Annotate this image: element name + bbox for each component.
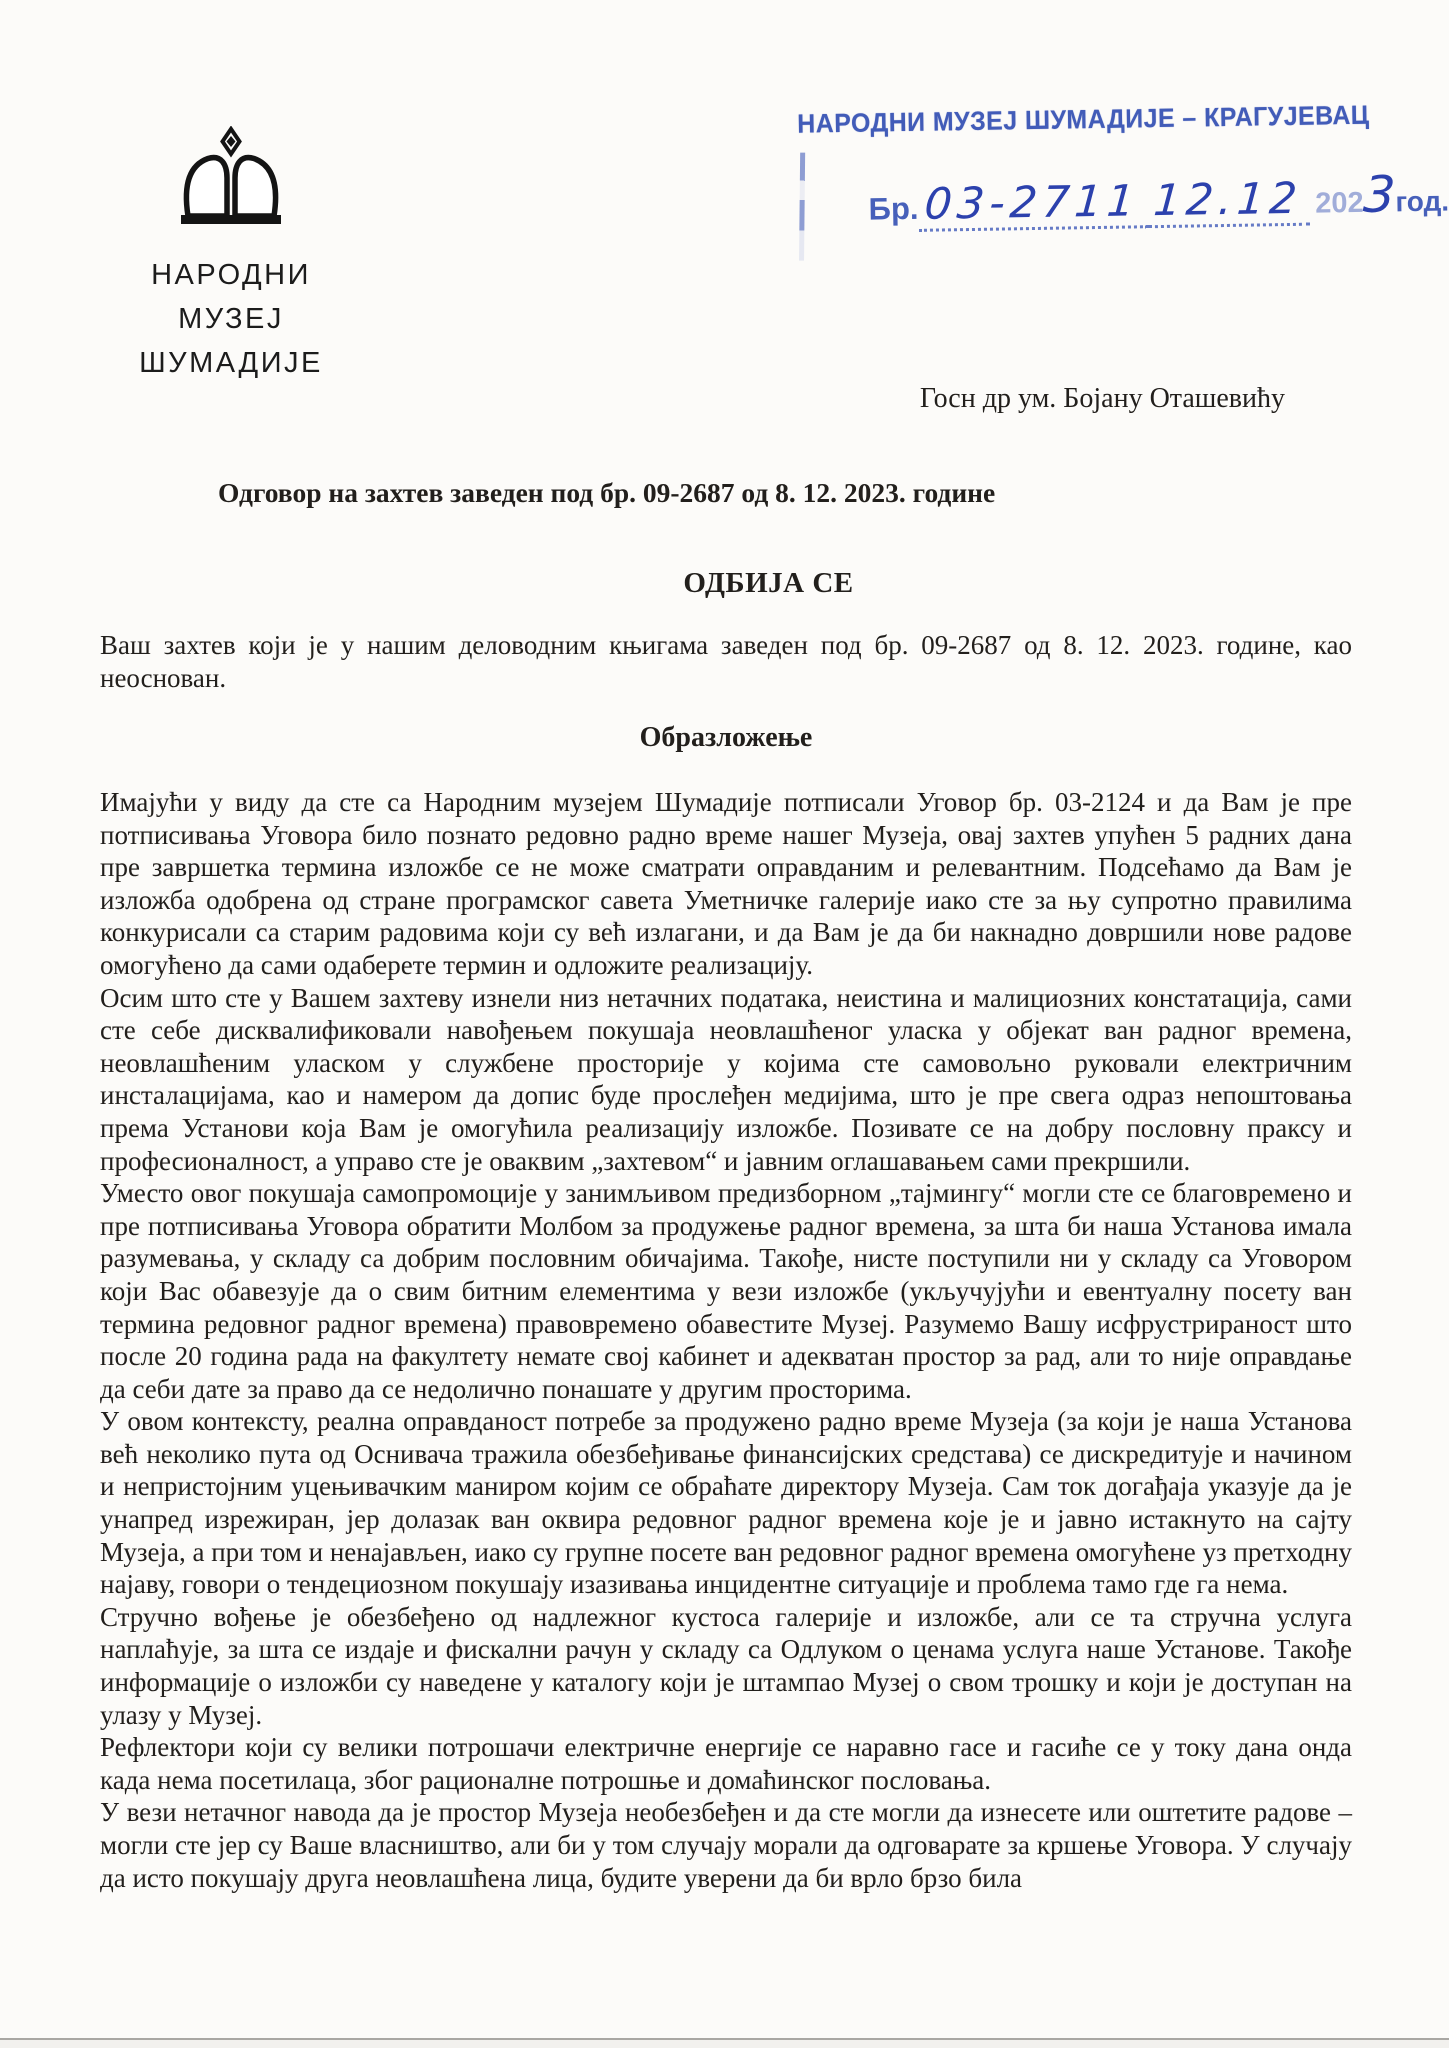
registry-stamp xyxy=(797,99,1449,233)
body-paragraphs xyxy=(100,786,1352,1894)
paragraph: Уместо овог покушаја самопромоције у занимљивом предизборном „тајмингу“ могли сте се благовремено и пре потписивања Уговора обратити Молбом за продужење радног времена, за шта би наша Установа имала разумевања, у складу са добрим пословним обичајима. Такође, нисте поступили ни у складу са Уговором који Вас обавезује да о свим битним елементима у вези изложбе (укључујући и евентуалну посету ван термина редовног радног времена) правовремено обавестите Музеј. Разумемо Вашу исфрустрираност што после 20 година рада на факултету немате свој кабинет и адекватан простор за рад, али то није оправдање да себи дате за право да се недолично понашате у другим просторима. xyxy=(100,1178,1352,1404)
scan-margin-below-edge xyxy=(0,2040,1449,2048)
page-bottom-edge xyxy=(0,2038,1449,2040)
stamp-org-line: НАРОДНИ МУЗЕЈ ШУМАДИЈЕ – КРАГУЈЕВАЦ xyxy=(797,99,1370,139)
stamp-year-printed: 202 xyxy=(1314,186,1364,220)
stamp-year-handwritten: 3 xyxy=(1361,165,1397,224)
stamp-year-suffix: год. xyxy=(1395,185,1449,218)
stamp-date-handwritten: 12.12 xyxy=(1151,173,1303,227)
museum-name xyxy=(113,253,349,385)
museum-name-line1: НАРОДНИ МУЗЕЈ xyxy=(151,259,311,335)
crown-icon xyxy=(165,215,297,232)
subject-line: Одговор на захтев заведен под бр. 09-2687 од 8. 12. 2023. године xyxy=(218,477,996,508)
paragraph: Стручно вођење је обезбеђено од надлежног кустоса галерије и изложбе, али се та стручна услуга наплаћује, за шта се издаје и фискални рачун у складу са Одлуком о ценама услуга наше Установе. Такође информације о изложби су наведене у каталогу који је штампао Музеј о свом трошку и који је доступан на улазу у Музеј. xyxy=(100,1601,1352,1730)
paragraph: Имајући у виду да сте са Народним музејем Шумадије потписали Уговор бр. 03-2124 и да Вам је пре потписивања Уговора било познато редовно радно време нашег Музеја, овај захтев упућен 5 радних дана пре завршетка термина изложбе се не може сматрати оправданим и релевантним. Подсећамо да Вам је изложба одобрена од стране програмског савета Уметничке галерије иако сте за њу супротно правилима конкурисали са старим радовима који су већ излагани, и да Вам је да би накнадно довршили нове радове омогућено да сами одаберете термин и одложите реализацију. xyxy=(100,787,1352,980)
stamp-number-label: Бр. xyxy=(868,190,919,227)
stamp-frame-edge xyxy=(799,153,805,261)
stamp-number-row xyxy=(868,165,1449,232)
museum-name-line2: ШУМАДИЈЕ xyxy=(139,347,323,379)
decision-heading: ОДБИЈА СЕ xyxy=(683,567,854,599)
intro-paragraph: Ваш захтев који је у нашим деловодним књигама заведен под бр. 09-2687 од 8. 12. 2023. године, као неоснован. xyxy=(100,630,1352,693)
paragraph: Осим што сте у Вашем захтеву изнели низ нетачних података, неистина и малициозних констатација, сами сте себе дисквалификовали навођењем покушаја неовлашћеног уласка у објекат ван радног времена, неовлашћеним уласком у службене просторије у којима сте самовољно руковали електричним инсталацијама, као и намером да допис буде прослеђен медијима, што је пре свега одраз непоштовања према Установи која Вам је омогућила реализацију изложбе. Позивате се на добру пословну праксу и професионалност, а управо сте је оваквим „захтевом“ и јавним оглашавањем сами прекршили. xyxy=(100,982,1352,1176)
paragraph: Рефлектори који су велики потрошачи електричне енергије се наравно гасе и гасиће се у току дана онда када нема посетилаца, због рационалне потрошње и домаћинског пословања. xyxy=(100,1732,1352,1795)
museum-logo xyxy=(113,126,349,385)
addressee: Госн др ум. Бојану Оташевићу xyxy=(919,383,1285,414)
rationale-heading: Образложење xyxy=(639,722,813,753)
paragraph: У овом контексту, реална оправданост потребе за продужено радно време Музеја (за који је наша Установа већ неколико пута од Оснивача тражила обезбеђивање финансијских средстава) се дискредитује и начином и непристојним уцењивачким маниром којим се обраћате директору Музеја. Сам ток догађаја указује да је унапред изрежиран, јер долазак ван оквира редовног радног времена које је и јавно истакнуто на сајту Музеја, а при том и ненајављен, иако су групне посете ван редовног радног времена омогућене уз претходну најаву, говори о тендециозном покушају изазивања инцидентне ситуације и проблема тамо где га нема. xyxy=(100,1406,1352,1600)
paragraph: У вези нетачног навода да је простор Музеја необезбеђен и да сте могли да изнесете или оштетите радове – могли сте јер су Ваше власништво, али би у том случају морали да одговарате за кршење Уговора. У случају да исто покушају друга неовлашћена лица, будите уверени да би врло брзо била xyxy=(100,1797,1352,1893)
stamp-number-handwritten: 03-2711 xyxy=(922,176,1141,230)
